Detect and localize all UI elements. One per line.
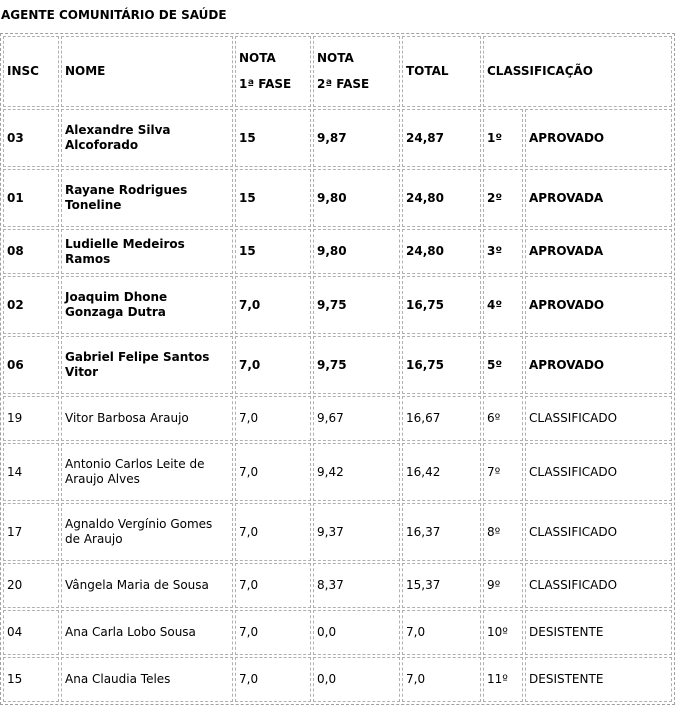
cell-posicao: 5º [483,336,523,394]
cell-status: APROVADO [525,276,672,334]
cell-insc: 08 [3,229,59,274]
cell-posicao: 3º [483,229,523,274]
header-nota-1-line1: NOTA [239,51,276,65]
cell-posicao: 6º [483,396,523,441]
cell-insc: 01 [3,169,59,227]
results-table [0,33,675,705]
table-row [3,169,672,227]
cell-nota-1: 7,0 [235,336,311,394]
header-nota-2-line2: 2ª FASE [317,77,370,91]
cell-nota-2: 8,37 [313,563,400,608]
cell-insc: 20 [3,563,59,608]
table-row [3,503,672,561]
cell-insc: 14 [3,443,59,501]
cell-total: 24,80 [402,229,481,274]
cell-nome: Antonio Carlos Leite de Araujo Alves [61,443,233,501]
cell-insc: 03 [3,109,59,167]
cell-status: CLASSIFICADO [525,503,672,561]
header-nota-1-fase [235,36,311,107]
cell-posicao: 9º [483,563,523,608]
cell-total: 16,67 [402,396,481,441]
cell-nome: Rayane Rodrigues Toneline [61,169,233,227]
page-title: AGENTE COMUNITÁRIO DE SAÚDE [1,8,227,22]
cell-nome: Ana Claudia Teles [61,657,233,702]
cell-posicao: 11º [483,657,523,702]
cell-insc: 15 [3,657,59,702]
cell-nota-2: 9,75 [313,336,400,394]
cell-posicao: 10º [483,610,523,655]
table-row [3,336,672,394]
cell-nota-2: 0,0 [313,610,400,655]
cell-insc: 19 [3,396,59,441]
cell-total: 16,37 [402,503,481,561]
cell-nota-1: 7,0 [235,563,311,608]
cell-status: CLASSIFICADO [525,563,672,608]
header-classificacao: CLASSIFICAÇÃO [483,36,672,107]
header-nota-1-line2: 1ª FASE [239,77,292,91]
cell-nota-2: 9,67 [313,396,400,441]
cell-posicao: 1º [483,109,523,167]
cell-insc: 04 [3,610,59,655]
cell-posicao: 8º [483,503,523,561]
table-row [3,563,672,608]
cell-nota-1: 7,0 [235,503,311,561]
cell-posicao: 4º [483,276,523,334]
header-insc: INSC [3,36,59,107]
cell-nota-2: 9,87 [313,109,400,167]
cell-nome: Agnaldo Vergínio Gomes de Araujo [61,503,233,561]
cell-status: CLASSIFICADO [525,396,672,441]
cell-nota-2: 9,80 [313,229,400,274]
cell-nota-1: 7,0 [235,276,311,334]
cell-nota-1: 7,0 [235,610,311,655]
cell-total: 16,75 [402,336,481,394]
cell-nome: Alexandre Silva Alcoforado [61,109,233,167]
cell-nota-2: 9,37 [313,503,400,561]
cell-total: 16,75 [402,276,481,334]
header-nome: NOME [61,36,233,107]
cell-nome: Ana Carla Lobo Sousa [61,610,233,655]
cell-insc: 06 [3,336,59,394]
cell-status: APROVADO [525,109,672,167]
cell-nota-2: 0,0 [313,657,400,702]
table-row [3,443,672,501]
cell-total: 16,42 [402,443,481,501]
cell-status: APROVADO [525,336,672,394]
table-row [3,396,672,441]
cell-nome: Joaquim Dhone Gonzaga Dutra [61,276,233,334]
header-nota-2-line1: NOTA [317,51,354,65]
cell-status: APROVADA [525,229,672,274]
header-total: TOTAL [402,36,481,107]
cell-nota-1: 15 [235,109,311,167]
cell-total: 24,87 [402,109,481,167]
cell-nota-1: 7,0 [235,657,311,702]
cell-nota-1: 15 [235,229,311,274]
cell-nome: Gabriel Felipe Santos Vitor [61,336,233,394]
cell-status: CLASSIFICADO [525,443,672,501]
cell-nota-1: 7,0 [235,443,311,501]
cell-nome: Ludielle Medeiros Ramos [61,229,233,274]
cell-nome: Vângela Maria de Sousa [61,563,233,608]
cell-nome: Vitor Barbosa Araujo [61,396,233,441]
cell-nota-2: 9,80 [313,169,400,227]
table-row [3,109,672,167]
cell-total: 7,0 [402,657,481,702]
table-row [3,229,672,274]
table-row [3,610,672,655]
cell-status: APROVADA [525,169,672,227]
table-row [3,276,672,334]
table-row [3,657,672,702]
header-row [3,36,672,107]
cell-nota-2: 9,75 [313,276,400,334]
cell-total: 7,0 [402,610,481,655]
cell-nota-1: 15 [235,169,311,227]
cell-total: 24,80 [402,169,481,227]
cell-status: DESISTENTE [525,657,672,702]
cell-insc: 02 [3,276,59,334]
cell-nota-2: 9,42 [313,443,400,501]
cell-total: 15,37 [402,563,481,608]
cell-insc: 17 [3,503,59,561]
cell-posicao: 2º [483,169,523,227]
cell-posicao: 7º [483,443,523,501]
header-nota-2-fase [313,36,400,107]
cell-status: DESISTENTE [525,610,672,655]
cell-nota-1: 7,0 [235,396,311,441]
